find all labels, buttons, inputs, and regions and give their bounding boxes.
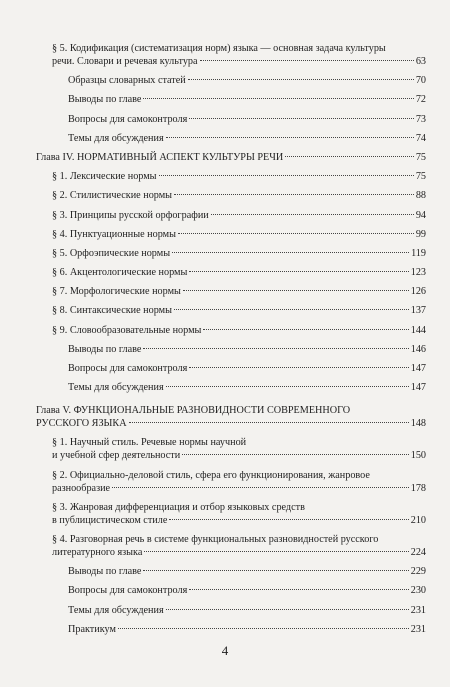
- dot-leader: [189, 589, 408, 590]
- toc-entry-page: 137: [410, 305, 426, 317]
- toc-entry-title: в публицистическом стиле: [52, 514, 168, 526]
- toc-entry: [52, 247, 426, 260]
- dot-leader: [174, 194, 414, 195]
- toc-entry-title: § 7. Морфологические нормы: [52, 286, 181, 298]
- toc-entry-page: 210: [410, 514, 426, 526]
- toc-entry-title: § 4. Пунктуационные нормы: [52, 228, 176, 240]
- toc-entry: [52, 170, 426, 183]
- toc-entry-page: 147: [410, 382, 426, 394]
- toc-entry-page: 74: [415, 132, 426, 144]
- dot-leader: [182, 454, 409, 455]
- toc-entry: [52, 304, 426, 317]
- toc-entry-page: 150: [410, 450, 426, 462]
- dot-leader: [188, 79, 414, 80]
- dot-leader: [169, 519, 408, 520]
- toc-entry-title: § 8. Синтаксические нормы: [52, 305, 172, 317]
- dot-leader: [144, 551, 408, 552]
- table-of-contents: [0, 42, 450, 642]
- toc-entry-page: 123: [410, 267, 426, 279]
- dot-leader: [189, 271, 408, 272]
- toc-entry-page: 75: [415, 151, 426, 163]
- toc-entry: [68, 623, 426, 636]
- toc-entry-page: 75: [415, 171, 426, 183]
- toc-entry: [52, 285, 426, 298]
- toc-entry-page: 73: [415, 113, 426, 125]
- toc-entry-title: § 9. Словообразовательные нормы: [52, 324, 202, 336]
- toc-entry-title: Вопросы для самоконтроля: [68, 585, 188, 597]
- toc-entry-page: 148: [410, 418, 426, 430]
- dot-leader: [211, 214, 414, 215]
- toc-entry-page: 147: [410, 363, 426, 374]
- toc-entry: [52, 266, 426, 279]
- toc-entry: [36, 151, 426, 164]
- toc-entry: [68, 93, 426, 106]
- toc-entry: [68, 584, 426, 597]
- toc-entry: [52, 42, 426, 68]
- dot-leader: [159, 175, 414, 176]
- toc-entry: [68, 343, 426, 356]
- dot-leader: [143, 348, 408, 349]
- dot-leader: [189, 118, 414, 119]
- toc-entry-title: РУССКОГО ЯЗЫКА: [36, 418, 127, 430]
- toc-entry-page: 144: [410, 324, 426, 336]
- toc-entry: [68, 74, 426, 87]
- toc-entry-page: 126: [410, 286, 426, 298]
- toc-entry-title-line: § 3. Жанровая дифференциация и отбор языковых средств: [52, 501, 305, 513]
- dot-leader: [129, 422, 409, 423]
- toc-entry-title: Глава IV. НОРМАТИВНЫЙ АСПЕКТ КУЛЬТУРЫ РЕЧИ: [36, 151, 284, 163]
- toc-entry-title: разнообразие: [52, 482, 111, 494]
- toc-entry-title: Вопросы для самоконтроля: [68, 113, 188, 125]
- toc-entry-title-line: § 1. Научный стиль. Речевые нормы научной: [52, 437, 247, 449]
- dot-leader: [143, 98, 413, 99]
- toc-entry-title: и учебной сфер деятельности: [52, 450, 181, 462]
- toc-entry: [52, 324, 426, 337]
- toc-entry: [36, 404, 426, 430]
- toc-entry: [52, 469, 426, 495]
- toc-entry-page: 119: [411, 247, 426, 259]
- toc-entry-title: речи. Словари и речевая культура: [52, 56, 198, 67]
- toc-entry: [52, 533, 426, 559]
- dot-leader: [200, 60, 414, 61]
- toc-entry-title: Темы для обсуждения: [68, 132, 164, 144]
- toc-entry-title: Образцы словарных статей: [68, 75, 186, 87]
- dot-leader: [178, 233, 414, 234]
- toc-entry-page: 99: [415, 228, 426, 240]
- toc-entry-page: 72: [415, 94, 426, 106]
- toc-entry-title-line: § 5. Кодификация (систематизация норм) языка — основная задача культуры: [52, 43, 386, 54]
- dot-leader: [189, 367, 408, 368]
- toc-entry-title: Темы для обсуждения: [68, 382, 164, 394]
- dot-leader: [166, 137, 414, 138]
- toc-entry-title: литературного языка: [52, 546, 143, 558]
- toc-entry-title: § 5. Орфоэпические нормы: [52, 247, 171, 259]
- dot-leader: [174, 309, 409, 310]
- toc-entry: [68, 362, 426, 375]
- dot-leader: [183, 290, 409, 291]
- toc-entry-page: 231: [410, 623, 426, 635]
- toc-entry-title: § 1. Лексические нормы: [52, 171, 157, 183]
- toc-entry-title: Темы для обсуждения: [68, 604, 164, 616]
- dot-leader: [118, 628, 409, 629]
- toc-entry-title: Выводы по главе: [68, 94, 142, 106]
- toc-entry-title: Практикум: [68, 623, 116, 635]
- toc-entry-title: § 6. Акцентологические нормы: [52, 267, 188, 279]
- toc-entry-page: 94: [415, 209, 426, 221]
- dot-leader: [143, 570, 408, 571]
- toc-entry: [52, 501, 426, 527]
- toc-entry: [52, 209, 426, 222]
- dot-leader: [285, 156, 414, 157]
- toc-entry-page: 178: [410, 482, 426, 494]
- toc-entry-title: Выводы по главе: [68, 566, 142, 578]
- toc-entry-page: 146: [410, 343, 426, 355]
- toc-entry: [68, 604, 426, 617]
- toc-entry: [52, 228, 426, 241]
- toc-entry: [52, 436, 426, 462]
- toc-entry: [68, 113, 426, 126]
- dot-leader: [166, 386, 409, 387]
- toc-entry-title: Выводы по главе: [68, 343, 142, 355]
- toc-entry-title: § 2. Стилистические нормы: [52, 190, 173, 202]
- dot-leader: [166, 609, 409, 610]
- dot-leader: [172, 252, 409, 253]
- dot-leader: [203, 329, 408, 330]
- dot-leader: [112, 487, 409, 488]
- toc-entry-page: 88: [415, 190, 426, 202]
- toc-entry-page: 70: [415, 75, 426, 87]
- toc-entry-title-line: § 2. Официально-деловой стиль, сфера его функционирования, жанровое: [52, 469, 370, 481]
- toc-entry-title-line: § 4. Разговорная речь в системе функциональных разновидностей русского: [52, 533, 379, 545]
- toc-entry-page: 229: [410, 566, 426, 578]
- page-number: 4: [221, 643, 229, 658]
- toc-entry: [68, 565, 426, 578]
- toc-entry: [52, 189, 426, 202]
- toc-entry-page: 231: [410, 604, 426, 616]
- toc-entry: [68, 381, 426, 394]
- toc-entry-page: 224: [410, 546, 426, 558]
- toc-entry-title: § 3. Принципы русской орфографии: [52, 209, 209, 221]
- toc-entry: [68, 132, 426, 145]
- toc-entry-title-line: Глава V. ФУНКЦИОНАЛЬНЫЕ РАЗНОВИДНОСТИ СОВРЕМЕННОГО: [36, 405, 351, 417]
- toc-entry-page: 230: [410, 585, 426, 597]
- toc-entry-page: 63: [415, 56, 426, 67]
- toc-entry-title: Вопросы для самоконтроля: [68, 363, 188, 374]
